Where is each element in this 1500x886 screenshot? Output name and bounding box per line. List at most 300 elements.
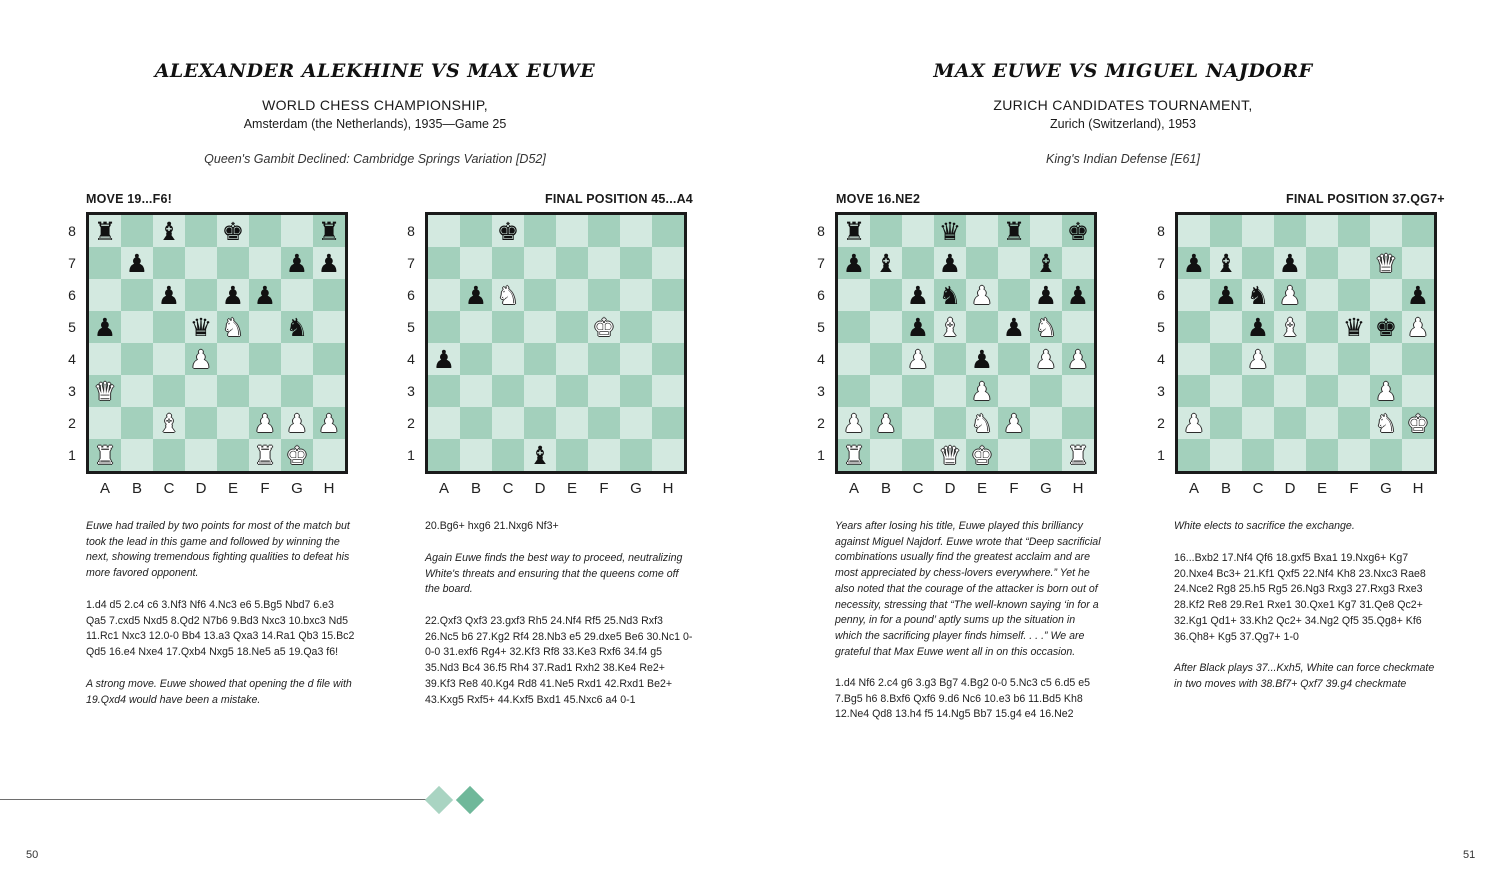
square-b8 — [870, 215, 902, 247]
square-b3 — [460, 375, 492, 407]
square-e2 — [217, 407, 249, 439]
file-label: E — [227, 480, 238, 497]
black-rook-h8: ♜ — [313, 215, 345, 247]
moves-paragraph: 16...Bxb2 17.Nf4 Qf6 18.gxf5 Bxa1 19.Nxg6+ Kg7 20.Nxe4 Bc3+ 21.Kf1 Qxf5 22.Nf4 Kh8 23.Nxc3 Rae8 24.Nce2 Rg8 25.h5 Rg5 26.Ng3 Rxg3 27.Rxg3 Rxe3 28.Kf2 Re8 29.Re1 Rxe1 30.Qxe1 Kg7 31.Qe8 Qc2+ 32.Kg1 Qd1+ 33.Kh2 Qc2+ 34.Ng2 Qf5 35.Qg8+ Kf6 36.Qh8+ Kg5 37.Qg7+ 1-0 — [1174, 552, 1426, 643]
black-pawn-g6: ♟ — [1030, 279, 1062, 311]
square-a6 — [428, 279, 460, 311]
black-queen-f5: ♛ — [1338, 311, 1370, 343]
square-c3 — [153, 375, 185, 407]
event-venue: Zurich (Switzerland), 1953 — [1050, 117, 1196, 131]
white-pawn-f2: ♟ — [998, 407, 1030, 439]
square-g7 — [620, 247, 652, 279]
square-a5 — [428, 311, 460, 343]
square-h2 — [652, 407, 684, 439]
square-d2 — [934, 407, 966, 439]
square-h7 — [1402, 247, 1434, 279]
square-g1 — [620, 439, 652, 471]
chess-board — [835, 212, 1097, 474]
white-pawn-f2: ♟ — [249, 407, 281, 439]
white-queen-d1: ♛ — [934, 439, 966, 471]
square-g3 — [281, 375, 313, 407]
file-label: F — [1009, 480, 1019, 497]
file-label: A — [438, 480, 449, 497]
black-pawn-c6: ♟ — [153, 279, 185, 311]
black-pawn-d7: ♟ — [1274, 247, 1306, 279]
black-pawn-a5: ♟ — [89, 311, 121, 343]
square-a5 — [1178, 311, 1210, 343]
white-queen-a3: ♛ — [89, 375, 121, 407]
square-g8 — [1030, 215, 1062, 247]
square-b2 — [121, 407, 153, 439]
white-pawn-h4: ♟ — [1062, 343, 1094, 375]
square-e5 — [966, 311, 998, 343]
square-f4 — [249, 343, 281, 375]
square-d3 — [934, 375, 966, 407]
square-f3 — [588, 375, 620, 407]
square-b1 — [1210, 439, 1242, 471]
chess-diagram — [68, 212, 348, 502]
game-title: ALEXANDER ALEKHINE VS MAX EUWE — [154, 60, 596, 82]
black-pawn-c5: ♟ — [1242, 311, 1274, 343]
game-title: MAX EUWE VS MIGUEL NAJDORF — [933, 60, 1313, 82]
black-pawn-c5: ♟ — [902, 311, 934, 343]
moves-paragraph: 1.d4 d5 2.c4 c6 3.Nf3 Nf6 4.Nc3 e6 5.Bg5 Nbd7 6.e3 Qa5 7.cxd5 Nxd5 8.Qd2 N7b6 9.Bd3 Nxc3 10.bxc3 Nd5 11.Rc1 Nxc3 12.0-0 Bb4 13.a3 Qxa3 14.Ra1 Qb3 15.Bc2 Qd5 16.e4 Nxe4 17.Qxb4 Nxg5 18.Ne5 a5 19.Qa3 f6! — [86, 599, 355, 659]
square-b1 — [460, 439, 492, 471]
file-label: E — [976, 480, 987, 497]
square-h7 — [652, 247, 684, 279]
event-venue: Amsterdam (the Netherlands), 1935—Game 25 — [243, 117, 507, 131]
square-f3 — [249, 375, 281, 407]
rank-label: 1 — [68, 447, 76, 463]
commentary-paragraph: After Black plays 37...Kxh5, White can force checkmate in two moves with 38.Bf7+ Qxf7 39.g4 checkmate — [1174, 662, 1435, 690]
white-knight-g2: ♞ — [1370, 407, 1402, 439]
black-pawn-f5: ♟ — [998, 311, 1030, 343]
square-e1 — [1306, 439, 1338, 471]
white-king-f5: ♚ — [588, 311, 620, 343]
square-d5 — [524, 311, 556, 343]
rank-label: 6 — [407, 287, 415, 303]
square-e8 — [966, 215, 998, 247]
ornament-diamond-light — [425, 786, 453, 814]
file-label: G — [1040, 480, 1052, 497]
file-label: F — [599, 480, 609, 497]
square-h8 — [1402, 215, 1434, 247]
square-a7 — [89, 247, 121, 279]
white-pawn-g3: ♟ — [1370, 375, 1402, 407]
square-b1 — [121, 439, 153, 471]
square-f8 — [1338, 215, 1370, 247]
square-d7 — [524, 247, 556, 279]
square-f2 — [1338, 407, 1370, 439]
square-c7 — [492, 247, 524, 279]
white-knight-e5: ♞ — [217, 311, 249, 343]
white-knight-g5: ♞ — [1030, 311, 1062, 343]
black-pawn-b7: ♟ — [121, 247, 153, 279]
square-b4 — [1210, 343, 1242, 375]
black-king-c8: ♚ — [492, 215, 524, 247]
black-pawn-d7: ♟ — [934, 247, 966, 279]
ornament-rule — [0, 799, 428, 800]
black-rook-f8: ♜ — [998, 215, 1030, 247]
square-d2 — [1274, 407, 1306, 439]
rank-label: 5 — [1157, 319, 1165, 335]
square-h3 — [1402, 375, 1434, 407]
square-a3 — [428, 375, 460, 407]
white-pawn-c4: ♟ — [902, 343, 934, 375]
black-pawn-h6: ♟ — [1402, 279, 1434, 311]
file-label: F — [1349, 480, 1359, 497]
square-b3 — [1210, 375, 1242, 407]
square-b7 — [460, 247, 492, 279]
square-c1 — [492, 439, 524, 471]
file-label: B — [1220, 480, 1231, 497]
square-h4 — [313, 343, 345, 375]
rank-label: 2 — [68, 415, 76, 431]
commentary-paragraph: Years after losing his title, Euwe played this brilliancy against Miguel Najdorf. Euwe wrote that “Deep sacrificial combinations usually find the greatest acclaim and are most appreciated by chess-lovers everywhere.” Yet he also noted that the courage of the attacker is born out of necessity, stressing that “The well-known saying ‘in for a penny, in for a pound’ aptly sums up the situation in which the sacrificing player finds himself. . . .” We are grateful that Max Euwe went all in on this occasion. — [835, 520, 1101, 658]
square-d8 — [524, 215, 556, 247]
file-label: B — [880, 480, 891, 497]
rank-label: 7 — [817, 255, 825, 271]
square-e4 — [217, 343, 249, 375]
square-c1 — [902, 439, 934, 471]
square-e7 — [556, 247, 588, 279]
white-pawn-h5: ♟ — [1402, 311, 1434, 343]
file-label: G — [291, 480, 303, 497]
square-e7 — [1306, 247, 1338, 279]
white-king-e1: ♚ — [966, 439, 998, 471]
white-pawn-a2: ♟ — [838, 407, 870, 439]
file-label: D — [195, 480, 207, 497]
square-b5 — [870, 311, 902, 343]
file-label: C — [1252, 480, 1264, 497]
square-h8 — [652, 215, 684, 247]
white-knight-c6: ♞ — [492, 279, 524, 311]
white-queen-g7: ♛ — [1370, 247, 1402, 279]
square-b2 — [1210, 407, 1242, 439]
square-b4 — [460, 343, 492, 375]
square-e2 — [556, 407, 588, 439]
square-a4 — [1178, 343, 1210, 375]
square-b3 — [121, 375, 153, 407]
moves-paragraph: 22.Qxf3 Qxf3 23.gxf3 Rh5 24.Nf4 Rf5 25.Nd3 Rxf3 26.Nc5 b6 27.Kg2 Rf4 28.Nb3 e5 29.dxe5 Be6 30.Nc1 0-0-0 31.exf6 Rg4+ 32.Kf3 Rf8 33.Ke3 Rxf6 34.f4 g5 35.Nd3 Bc4 36.f5 Rh4 37.Rad1 Rxh2 38.Ke4 Re2+ 39.Kf3 Re8 40.Kg4 Rd8 41.Ne5 Rxd1 42.Rxd1 Be2+ 43.Kxg5 Rxf5+ 44.Kxf5 Bxd1 45.Nxc6 a4 0-1 — [425, 615, 693, 706]
square-d4 — [934, 343, 966, 375]
square-f6 — [588, 279, 620, 311]
diagram-label: FINAL POSITION 45...A4 — [545, 192, 693, 206]
square-a7 — [428, 247, 460, 279]
file-label: H — [662, 480, 674, 497]
square-b6 — [870, 279, 902, 311]
black-pawn-f6: ♟ — [249, 279, 281, 311]
square-b8 — [1210, 215, 1242, 247]
square-c5 — [153, 311, 185, 343]
square-c7 — [153, 247, 185, 279]
square-f5 — [249, 311, 281, 343]
square-g1 — [1370, 439, 1402, 471]
square-c1 — [1242, 439, 1274, 471]
file-label: A — [99, 480, 110, 497]
opening-name: Queen's Gambit Declined: Cambridge Springs Variation [D52] — [204, 152, 546, 166]
commentary-paragraph: White elects to sacrifice the exchange. — [1174, 520, 1355, 532]
square-e7 — [217, 247, 249, 279]
black-pawn-e4: ♟ — [966, 343, 998, 375]
black-queen-d8: ♛ — [934, 215, 966, 247]
rank-label: 8 — [407, 223, 415, 239]
opening-name: King's Indian Defense [E61] — [1046, 152, 1200, 166]
black-pawn-a4: ♟ — [428, 343, 460, 375]
square-d6 — [185, 279, 217, 311]
rank-label: 4 — [817, 351, 825, 367]
white-rook-f1: ♜ — [249, 439, 281, 471]
square-d2 — [185, 407, 217, 439]
square-g5 — [620, 311, 652, 343]
white-rook-a1: ♜ — [838, 439, 870, 471]
square-b4 — [870, 343, 902, 375]
commentary-paragraph: Euwe had trailed by two points for most of the match but took the lead in this game and followed by winning the next, showing tremendous fighting qualities to defeat his more favored opponent. — [86, 520, 350, 580]
square-c7 — [902, 247, 934, 279]
page-number-right: 51 — [1463, 849, 1476, 861]
white-bishop-c2: ♝ — [153, 407, 185, 439]
black-pawn-a7: ♟ — [838, 247, 870, 279]
square-f6 — [998, 279, 1030, 311]
rank-label: 5 — [68, 319, 76, 335]
square-e3 — [556, 375, 588, 407]
moves-paragraph: 1.d4 Nf6 2.c4 g6 3.g3 Bg7 4.Bg2 0-0 5.Nc3 c5 6.d5 e5 7.Bg5 h6 8.Bxf6 Qxf6 9.d6 Nc6 10.e3 b6 11.Bd5 Kh8 12.Ne4 Qd8 13.h4 f5 14.Ng5 Bb7 15.g4 e4 16.Ne2 — [835, 677, 1091, 721]
rank-label: 1 — [1157, 447, 1165, 463]
file-label: G — [630, 480, 642, 497]
square-g6 — [620, 279, 652, 311]
moves-paragraph: 20.Bg6+ hxg6 21.Nxg6 Nf3+ — [425, 520, 559, 532]
rank-label: 6 — [817, 287, 825, 303]
square-h3 — [313, 375, 345, 407]
white-pawn-d6: ♟ — [1274, 279, 1306, 311]
file-label: D — [944, 480, 956, 497]
square-g6 — [1370, 279, 1402, 311]
square-g8 — [1370, 215, 1402, 247]
file-label: H — [1412, 480, 1424, 497]
file-label: A — [1188, 480, 1199, 497]
square-a8 — [428, 215, 460, 247]
square-e4 — [556, 343, 588, 375]
square-f8 — [588, 215, 620, 247]
file-label: E — [1316, 480, 1327, 497]
square-f1 — [588, 439, 620, 471]
black-bishop-b7: ♝ — [870, 247, 902, 279]
square-h3 — [652, 375, 684, 407]
square-b8 — [460, 215, 492, 247]
square-a3 — [1178, 375, 1210, 407]
rank-label: 3 — [1157, 383, 1165, 399]
white-bishop-d5: ♝ — [1274, 311, 1306, 343]
square-f3 — [1338, 375, 1370, 407]
square-b2 — [460, 407, 492, 439]
rank-label: 5 — [407, 319, 415, 335]
black-rook-a8: ♜ — [838, 215, 870, 247]
square-c4 — [492, 343, 524, 375]
square-c8 — [902, 215, 934, 247]
rank-label: 7 — [407, 255, 415, 271]
square-a5 — [838, 311, 870, 343]
square-d8 — [1274, 215, 1306, 247]
square-h4 — [652, 343, 684, 375]
white-king-g1: ♚ — [281, 439, 313, 471]
chess-board — [86, 212, 348, 474]
square-h1 — [313, 439, 345, 471]
square-e1 — [217, 439, 249, 471]
rank-label: 2 — [407, 415, 415, 431]
chess-diagram — [817, 212, 1097, 502]
square-b6 — [121, 279, 153, 311]
square-c3 — [1242, 375, 1274, 407]
white-rook-h1: ♜ — [1062, 439, 1094, 471]
square-h1 — [1402, 439, 1434, 471]
white-bishop-d5: ♝ — [934, 311, 966, 343]
square-c8 — [1242, 215, 1274, 247]
file-label: C — [502, 480, 514, 497]
file-label: D — [534, 480, 546, 497]
white-pawn-h2: ♟ — [313, 407, 345, 439]
square-a4 — [838, 343, 870, 375]
file-label: D — [1284, 480, 1296, 497]
square-b5 — [460, 311, 492, 343]
black-pawn-b6: ♟ — [460, 279, 492, 311]
square-f1 — [1338, 439, 1370, 471]
square-a2 — [89, 407, 121, 439]
square-c2 — [1242, 407, 1274, 439]
black-knight-d6: ♞ — [934, 279, 966, 311]
square-g6 — [281, 279, 313, 311]
square-d3 — [185, 375, 217, 407]
square-e3 — [1306, 375, 1338, 407]
square-f7 — [588, 247, 620, 279]
square-d4 — [524, 343, 556, 375]
square-g8 — [281, 215, 313, 247]
square-g1 — [1030, 439, 1062, 471]
file-label: F — [260, 480, 270, 497]
square-c1 — [153, 439, 185, 471]
square-g2 — [620, 407, 652, 439]
white-rook-a1: ♜ — [89, 439, 121, 471]
black-knight-c6: ♞ — [1242, 279, 1274, 311]
square-f7 — [998, 247, 1030, 279]
square-b3 — [870, 375, 902, 407]
square-c3 — [902, 375, 934, 407]
rank-label: 7 — [1157, 255, 1165, 271]
square-g4 — [281, 343, 313, 375]
square-d2 — [524, 407, 556, 439]
black-pawn-h6: ♟ — [1062, 279, 1094, 311]
black-pawn-e6: ♟ — [217, 279, 249, 311]
black-pawn-g7: ♟ — [281, 247, 313, 279]
square-d1 — [185, 439, 217, 471]
square-e6 — [1306, 279, 1338, 311]
file-label: B — [470, 480, 481, 497]
rank-label: 7 — [68, 255, 76, 271]
file-label: A — [848, 480, 859, 497]
black-king-e8: ♚ — [217, 215, 249, 247]
black-rook-a8: ♜ — [89, 215, 121, 247]
rank-label: 2 — [817, 415, 825, 431]
square-f7 — [1338, 247, 1370, 279]
square-a6 — [89, 279, 121, 311]
square-c5 — [492, 311, 524, 343]
rank-label: 4 — [1157, 351, 1165, 367]
square-f3 — [998, 375, 1030, 407]
square-g3 — [620, 375, 652, 407]
diagram-label: MOVE 16.NE2 — [836, 192, 921, 206]
square-c7 — [1242, 247, 1274, 279]
chess-board — [425, 212, 687, 474]
square-g4 — [620, 343, 652, 375]
square-h1 — [652, 439, 684, 471]
file-label: H — [323, 480, 335, 497]
black-bishop-c8: ♝ — [153, 215, 185, 247]
square-b1 — [870, 439, 902, 471]
square-f8 — [249, 215, 281, 247]
square-f6 — [1338, 279, 1370, 311]
black-queen-d5: ♛ — [185, 311, 217, 343]
diagram-label: FINAL POSITION 37.QG7+ — [1286, 192, 1445, 206]
file-label: E — [566, 480, 577, 497]
black-pawn-h7: ♟ — [313, 247, 345, 279]
black-king-g5: ♚ — [1370, 311, 1402, 343]
square-a8 — [1178, 215, 1210, 247]
square-h3 — [1062, 375, 1094, 407]
square-a1 — [1178, 439, 1210, 471]
square-d1 — [1274, 439, 1306, 471]
white-pawn-c4: ♟ — [1242, 343, 1274, 375]
square-a4 — [89, 343, 121, 375]
page-number-left: 50 — [26, 849, 39, 861]
square-a6 — [838, 279, 870, 311]
chess-board — [1175, 212, 1437, 474]
square-b5 — [121, 311, 153, 343]
square-a6 — [1178, 279, 1210, 311]
square-g3 — [1030, 375, 1062, 407]
event-name: ZURICH CANDIDATES TOURNAMENT, — [993, 97, 1253, 113]
square-f7 — [249, 247, 281, 279]
square-e7 — [966, 247, 998, 279]
square-g4 — [1370, 343, 1402, 375]
square-e4 — [1306, 343, 1338, 375]
square-d8 — [185, 215, 217, 247]
square-e5 — [556, 311, 588, 343]
square-f4 — [998, 343, 1030, 375]
square-h5 — [1062, 311, 1094, 343]
rank-label: 1 — [817, 447, 825, 463]
rank-label: 6 — [1157, 287, 1165, 303]
rank-label: 3 — [817, 383, 825, 399]
square-h6 — [652, 279, 684, 311]
square-c2 — [902, 407, 934, 439]
black-bishop-d1: ♝ — [524, 439, 556, 471]
square-b5 — [1210, 311, 1242, 343]
square-e6 — [556, 279, 588, 311]
square-a1 — [428, 439, 460, 471]
white-pawn-b2: ♟ — [870, 407, 902, 439]
square-c3 — [492, 375, 524, 407]
commentary-paragraph: A strong move. Euwe showed that opening the d file with 19.Qxd4 would have been a mistake. — [86, 678, 352, 706]
square-h4 — [1402, 343, 1434, 375]
square-b8 — [121, 215, 153, 247]
black-pawn-c6: ♟ — [902, 279, 934, 311]
white-pawn-g2: ♟ — [281, 407, 313, 439]
chess-diagram — [407, 212, 687, 502]
event-name: WORLD CHESS CHAMPIONSHIP, — [262, 97, 488, 113]
white-pawn-e3: ♟ — [966, 375, 998, 407]
square-f4 — [588, 343, 620, 375]
square-e1 — [556, 439, 588, 471]
file-label: C — [163, 480, 175, 497]
